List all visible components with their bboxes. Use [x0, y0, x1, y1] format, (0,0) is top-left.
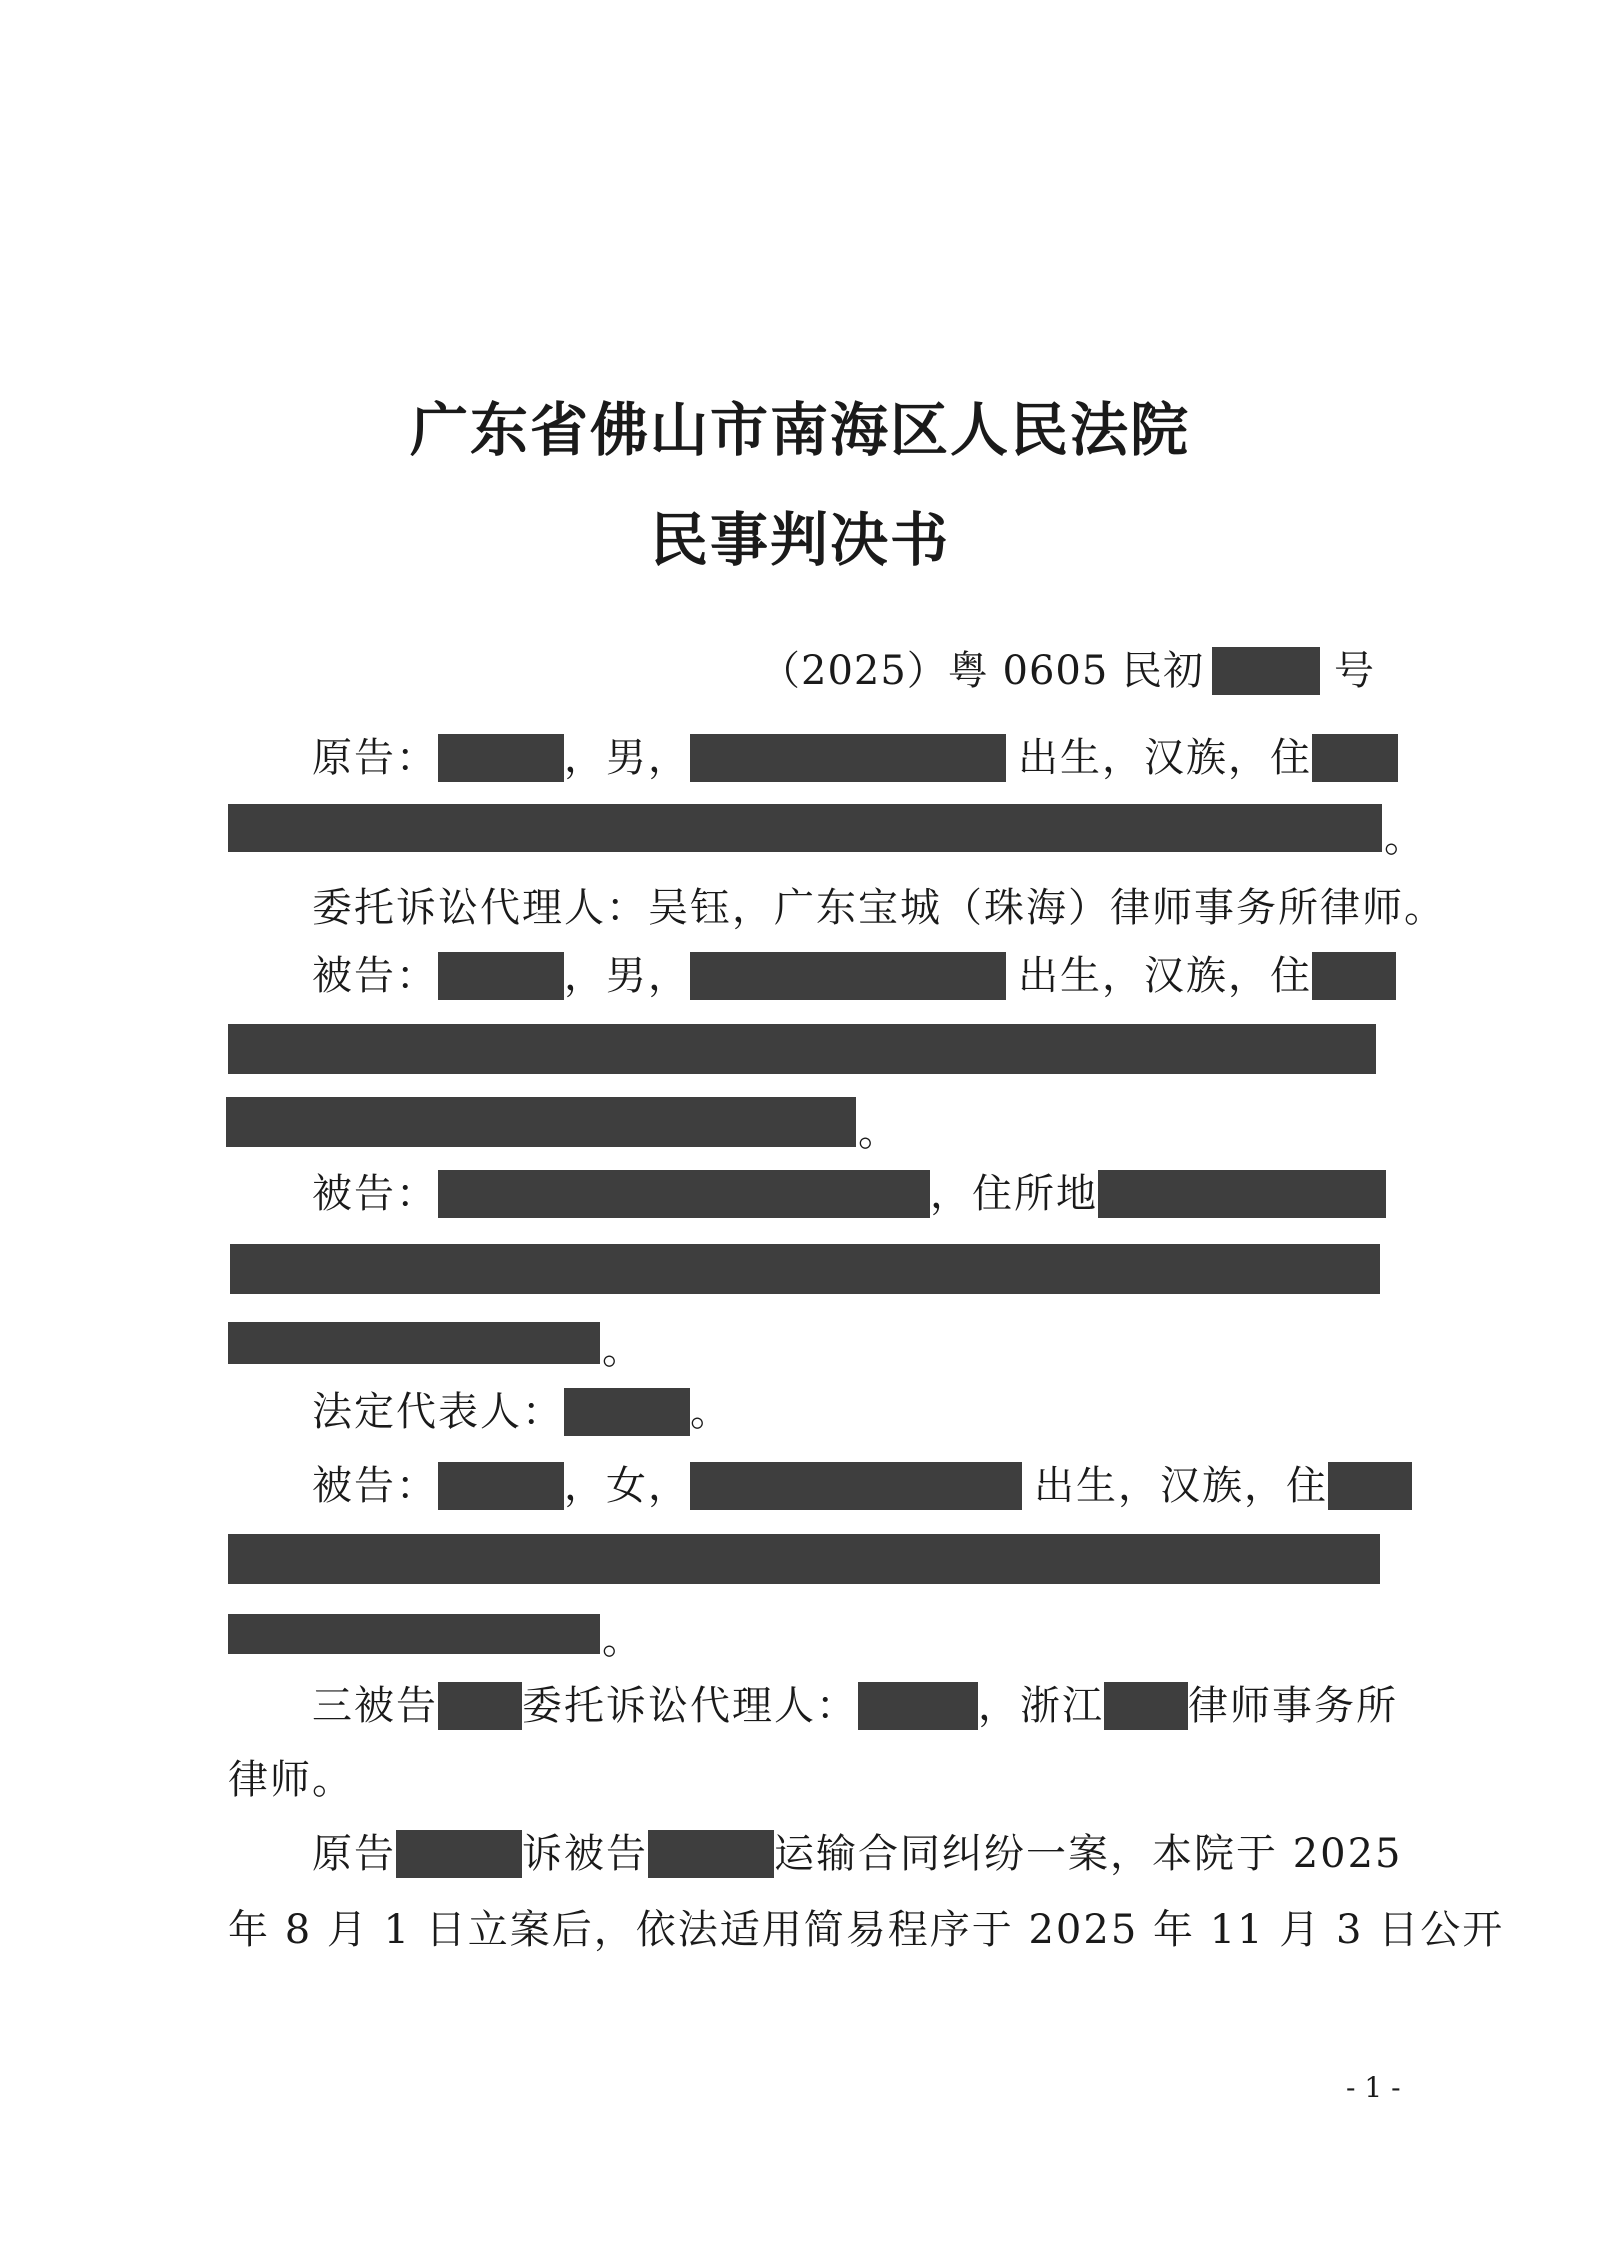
plaintiff-label: 原告：: [312, 735, 438, 781]
redaction-box: [1312, 952, 1396, 1000]
redaction-box: [230, 1244, 1380, 1294]
redaction-box: [438, 1682, 522, 1730]
body-paragraph-line1: [312, 1826, 1403, 1882]
defendants-agent-continued: 律师。: [228, 1757, 354, 1803]
defendant1-end: 。: [858, 1109, 900, 1155]
legal-rep-end: 。: [690, 1389, 732, 1435]
redaction-box: [226, 1097, 856, 1147]
redaction-box: [564, 1388, 690, 1436]
redaction-box: [228, 804, 1382, 852]
defendant3-born: 出生，汉族，住: [1034, 1463, 1328, 1509]
page-number: - 1 -: [1346, 2071, 1401, 2104]
redaction-box: [438, 1170, 930, 1218]
defendant2-line: [312, 1166, 1386, 1222]
plaintiff-agent-line: 委托诉讼代理人：吴钰，广东宝城（珠海）律师事务所律师。: [312, 885, 1446, 931]
redaction-box: [228, 1614, 600, 1654]
court-title: 广东省佛山市南海区人民法院: [409, 396, 1190, 464]
redaction-box: [690, 734, 1006, 782]
defendants-agent-firm-prefix: ，浙江: [978, 1683, 1104, 1729]
body-plaintiff-label: 原告: [312, 1831, 396, 1877]
defendant3-line: [312, 1458, 1412, 1514]
defendant2-label: 被告：: [312, 1171, 438, 1217]
body-paragraph-line2: 年 8 月 1 日立案后，依法适用简易程序于 2025 年 11 月 3 日公开: [228, 1907, 1505, 1953]
redaction-box: [648, 1830, 774, 1878]
plaintiff-end: 。: [1384, 815, 1426, 861]
redaction-box: [690, 1462, 1022, 1510]
redaction-box: [438, 734, 564, 782]
legal-rep-label: 法定代表人：: [312, 1389, 564, 1435]
body-case-desc: 运输合同纠纷一案，本院于 2025: [774, 1831, 1403, 1877]
defendant1-line: [312, 948, 1396, 1004]
defendants-agent-prefix: 三被告: [312, 1683, 438, 1729]
redaction-box: [1098, 1170, 1386, 1218]
redaction-box: [228, 1534, 1380, 1584]
plaintiff-born: 出生，汉族，住: [1018, 735, 1312, 781]
redaction-box: [858, 1682, 978, 1730]
defendants-agent-firm-suffix: 律师事务所: [1188, 1683, 1398, 1729]
document-type-title: 民事判决书: [649, 506, 950, 574]
body-sue-label: 诉被告: [522, 1831, 648, 1877]
case-number-suffix: 号: [1334, 648, 1377, 694]
defendant1-label: 被告：: [312, 953, 438, 999]
redaction-box: [1104, 1682, 1188, 1730]
defendants-agent-line: [312, 1678, 1398, 1734]
defendant1-born: 出生，汉族，住: [1018, 953, 1312, 999]
plaintiff-line: [312, 730, 1398, 786]
defendant2-address-label: ，住所地: [930, 1171, 1098, 1217]
defendants-agent-mid: 委托诉讼代理人：: [522, 1683, 858, 1729]
defendant1-gender: ，男，: [564, 953, 690, 999]
defendant3-label: 被告：: [312, 1463, 438, 1509]
redaction-box: [1212, 647, 1320, 695]
redaction-box: [1312, 734, 1398, 782]
legal-rep-line: [312, 1384, 732, 1440]
defendant3-end: 。: [602, 1617, 644, 1663]
redaction-box: [228, 1024, 1376, 1074]
case-number-prefix: （2025）粤 0605 民初: [760, 648, 1205, 694]
redaction-box: [690, 952, 1006, 1000]
redaction-box: [228, 1322, 600, 1364]
redaction-box: [438, 1462, 564, 1510]
case-number-line: [760, 643, 1376, 699]
plaintiff-gender: ，男，: [564, 735, 690, 781]
redaction-box: [438, 952, 564, 1000]
defendant2-end: 。: [602, 1327, 644, 1373]
redaction-box: [1328, 1462, 1412, 1510]
defendant3-gender: ，女，: [564, 1463, 690, 1509]
redaction-box: [396, 1830, 522, 1878]
